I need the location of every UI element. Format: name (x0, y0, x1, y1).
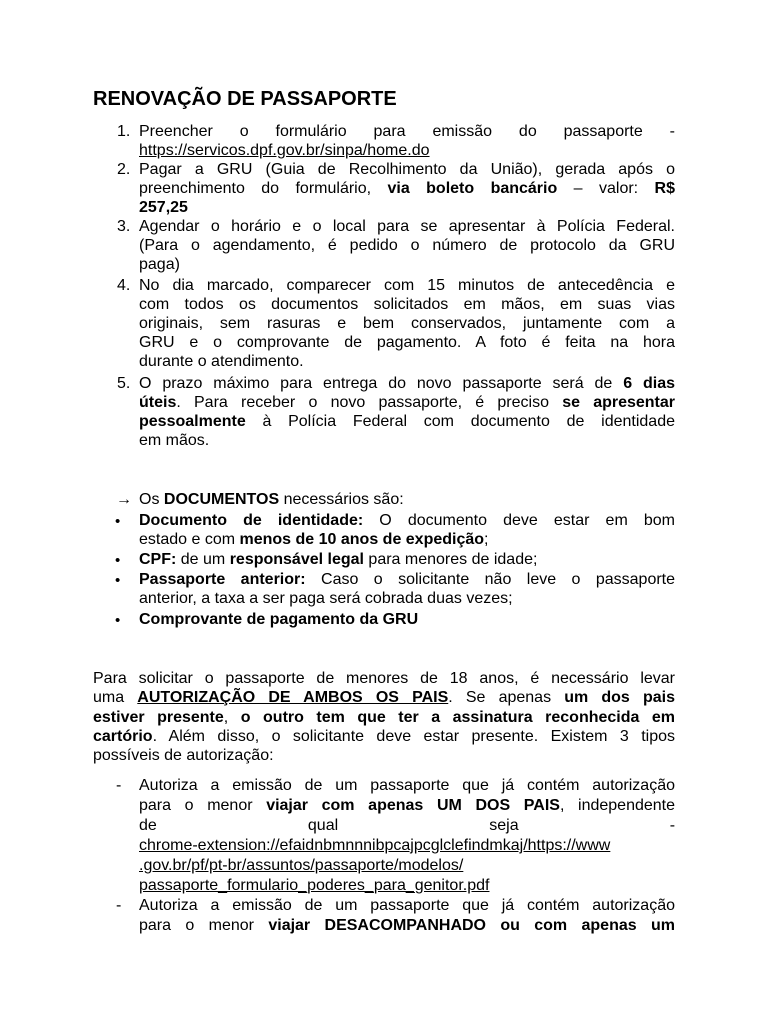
bold-text: menos de 10 anos de expedição (239, 531, 485, 548)
step-text: em mãos. (139, 432, 210, 449)
bold-text: Documento de identidade: (139, 512, 364, 529)
bold-text: úteis (139, 394, 177, 411)
text: . Para receber o novo passaporte, é preciso (176, 394, 563, 411)
text: Caso o solicitante não leve o passaporte (305, 571, 676, 588)
step-text (139, 393, 675, 412)
text: uma (93, 689, 138, 706)
minors-paragraph-line (93, 688, 675, 707)
authorization-link[interactable] (139, 836, 610, 855)
step-text: Agendar o horário e o local para se apresentar à Polícia Federal. (139, 218, 675, 235)
authorization-text: Autoriza a emissão de um passaporte que já contém autorização (139, 777, 675, 794)
bullet-icon: • (115, 513, 121, 530)
bold-text: cartório (93, 728, 153, 745)
bold-text: R$ (654, 180, 675, 197)
dash-marker: - (116, 777, 122, 794)
text: – valor: (557, 180, 655, 197)
bold-text: viajar DESACOMPANHADO ou com apenas um (268, 917, 676, 934)
fee-value: 257,25 (139, 199, 188, 216)
text: ; (484, 531, 489, 548)
step-text (139, 179, 675, 198)
page-title: RENOVAÇÃO DE PASSAPORTE (93, 88, 397, 110)
authorization-text (139, 796, 675, 815)
bold-text: se apresentar (562, 394, 676, 411)
bold-underlined-text: AUTORIZAÇÃO DE AMBOS OS PAIS (137, 689, 449, 706)
bold-text: responsável legal (229, 551, 364, 568)
step-text: No dia marcado, comparecer com 15 minutos de antecedência e (139, 277, 675, 294)
document-item: Comprovante de pagamento da GRU (139, 611, 419, 628)
authorization-text (139, 916, 675, 935)
text: qual (307, 817, 339, 834)
bold-text: Passaporte anterior: (139, 571, 306, 588)
step-number: 2. (117, 161, 131, 178)
step-text (139, 374, 675, 393)
text: à Polícia Federal com documento de identidade (245, 413, 675, 430)
minors-paragraph-line (93, 708, 675, 727)
document-item (139, 511, 675, 530)
step-text: paga) (139, 256, 180, 273)
bold-text: o outro tem que ter a assinatura reconhecida em (240, 709, 676, 726)
step-text: Pagar a GRU (Guia de Recolhimento da União), gerada após o (139, 161, 675, 178)
step-text: GRU e o comprovante de pagamento. A foto é feita na hora (139, 334, 675, 351)
text: seja (489, 817, 519, 834)
text: de (139, 817, 157, 834)
document-item (139, 570, 675, 589)
text: estado e com (139, 531, 240, 548)
minors-paragraph-line: Para solicitar o passaporte de menores de 18 anos, é necessário levar (93, 670, 675, 687)
bold-text: pessoalmente (139, 413, 246, 430)
document-item (139, 530, 489, 549)
passport-form-link[interactable] (139, 141, 430, 160)
link-text[interactable]: chrome-extension://efaidnbmnnnibpcajpcglclefindmkaj/https://www (139, 837, 611, 854)
bold-text: via boleto bancário (387, 180, 558, 197)
document-item: anterior, a taxa a ser paga será cobrada duas vezes; (139, 590, 513, 607)
bullet-icon: • (115, 612, 121, 629)
minors-paragraph-line: possíveis de autorização: (93, 747, 274, 764)
authorization-link[interactable] (139, 876, 489, 895)
dash-marker: - (116, 897, 122, 914)
step-text (139, 412, 675, 431)
bullet-icon: • (115, 572, 121, 589)
text: preenchimento do formulário, (139, 180, 388, 197)
minors-paragraph-line (93, 727, 675, 746)
text: O documento deve estar em bom (363, 512, 675, 529)
text: Os (139, 491, 164, 508)
step-text: com todos os documentos solicitados em mãos, em suas vias (139, 296, 675, 313)
documents-intro (139, 490, 404, 509)
text: para o menor (139, 797, 267, 814)
authorization-text (139, 816, 675, 835)
authorization-text: Autoriza a emissão de um passaporte que já contém autorização (139, 897, 675, 914)
link-text[interactable]: .gov.br/pf/pt-br/assuntos/passaporte/modelos/ (139, 857, 464, 874)
bold-text: DOCUMENTOS (163, 491, 280, 508)
authorization-link[interactable] (139, 856, 463, 875)
bold-text: viajar com apenas UM DOS PAIS (266, 797, 560, 814)
step-number: 3. (117, 218, 131, 235)
text: necessários são: (279, 491, 404, 508)
arrow-icon: → (116, 491, 132, 508)
text: O prazo máximo para entrega do novo passaporte será de (139, 375, 624, 392)
step-number: 5. (117, 375, 131, 392)
bullet-icon: • (115, 552, 121, 569)
text: para menores de idade; (363, 551, 538, 568)
step-number: 1. (117, 123, 131, 140)
text: para o menor (139, 917, 269, 934)
text: . Se apenas (448, 689, 565, 706)
bold-text: 6 dias (623, 375, 676, 392)
text: , independente (559, 797, 676, 814)
text: de um (176, 551, 230, 568)
bold-text: um dos pais (564, 689, 675, 706)
step-text: durante o atendimento. (139, 353, 304, 370)
text: - (669, 817, 676, 834)
step-text: originais, sem rasuras e bem conservados, juntamente com a (139, 315, 675, 332)
step-number: 4. (117, 277, 131, 294)
bold-text: CPF: (139, 551, 177, 568)
document-item (139, 550, 537, 569)
step-text: (Para o agendamento, é pedido o número de protocolo da GRU (139, 237, 675, 254)
text: . Além disso, o solicitante deve estar presente. Existem 3 tipos (152, 728, 675, 745)
text: , (223, 709, 241, 726)
bold-text: estiver presente (93, 709, 224, 726)
link-text[interactable]: https://servicos.dpf.gov.br/sinpa/home.do (139, 142, 430, 159)
link-text[interactable]: passaporte_formulario_poderes_para_genitor.pdf (139, 877, 490, 894)
step-text: Preencher o formulário para emissão do passaporte - (139, 123, 675, 140)
